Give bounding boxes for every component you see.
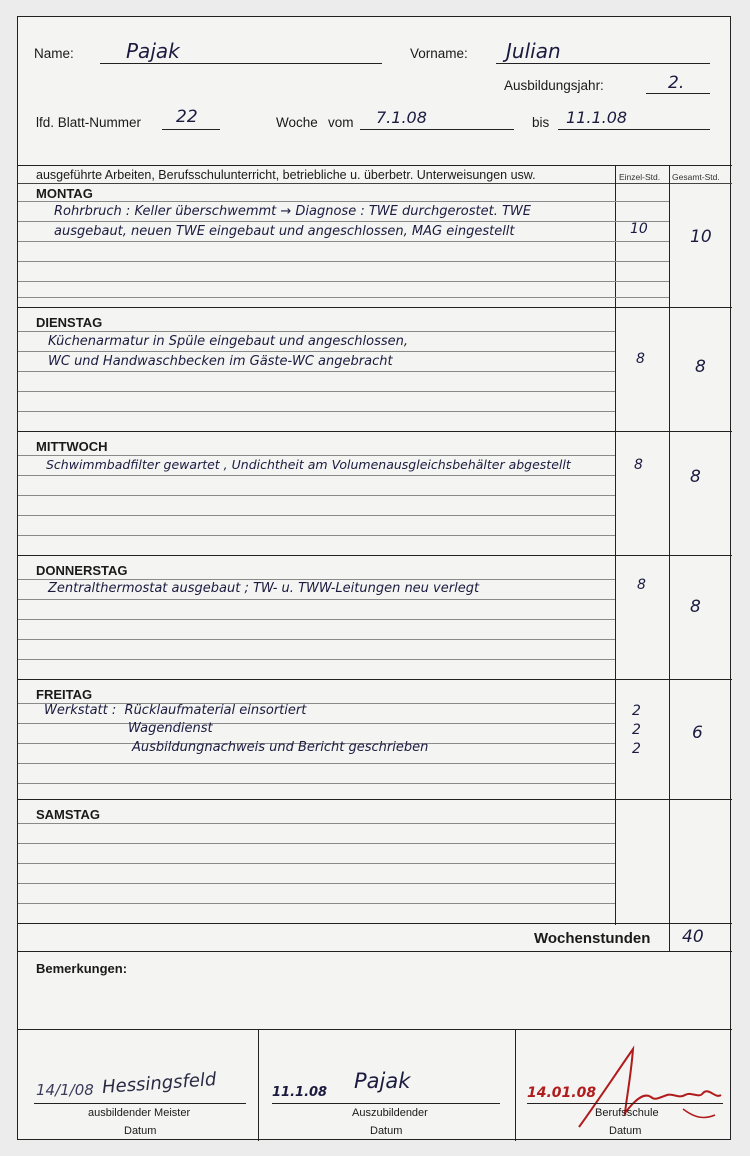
day-block-donnerstag (18, 555, 732, 679)
signature-handwriting: Hessingsfeld (101, 1069, 218, 1098)
day-block-samstag (18, 799, 732, 925)
activity-line: Schwimmbadfilter gewartet , Undichtheit am Volumenausgleichsbehälter abgestellt (46, 457, 571, 472)
bis-value: 11.1.08 (566, 108, 628, 127)
activities-header: ausgeführte Arbeiten, Berufsschulunterricht, betriebliche u. überbetr. Unterweisungen usw. (36, 168, 536, 182)
wochenstunden-separator (669, 925, 670, 951)
ausbildungsjahr-underline (646, 93, 710, 94)
day-name: SAMSTAG (36, 807, 101, 822)
report-sheet (17, 16, 731, 1140)
einzel-hours: 2 (632, 741, 641, 757)
wochenstunden-label: Wochenstunden (534, 930, 651, 947)
einzel-hours: 8 (634, 457, 643, 473)
signature-role: Berufsschule (595, 1107, 659, 1119)
bis-underline (558, 129, 710, 130)
vom-label: vom (328, 115, 354, 130)
gesamt-hours: 8 (690, 597, 701, 617)
blatt-value: 22 (176, 107, 198, 127)
activity-line: Ausbildungnachweis und Bericht geschrieben (132, 740, 429, 755)
signature-role: Auszubildender (352, 1107, 428, 1119)
einzel-hours: 10 (630, 221, 648, 237)
vorname-label: Vorname: (410, 46, 468, 61)
wochenstunden-value: 40 (682, 927, 704, 947)
signature-datum: Datum (370, 1125, 403, 1137)
day-name: MITTWOCH (36, 439, 108, 454)
vorname-underline (496, 63, 710, 64)
day-block-montag (18, 183, 732, 307)
day-name: MONTAG (36, 186, 93, 201)
einzel-hours: 8 (637, 577, 646, 593)
blatt-underline (162, 129, 220, 130)
signature-role: ausbildender Meister (88, 1107, 191, 1119)
name-label: Name: (34, 46, 74, 61)
activity-line: Rohrbruch : Keller überschwemmt → Diagnose : TWE durchgerostet. TWE (54, 204, 532, 219)
einzel-hours: 8 (636, 351, 645, 367)
days-table (18, 183, 732, 925)
woche-label: Woche (276, 115, 318, 130)
red-signature-scribble (575, 1035, 725, 1135)
day-block-freitag (18, 679, 732, 803)
gesamt-hours: 8 (695, 357, 706, 377)
signature-datum: Datum (124, 1125, 157, 1137)
bemerkungen-label: Bemerkungen: (36, 961, 128, 976)
signature-box-auszubildender (258, 1029, 515, 1141)
ausbildungsjahr-label: Ausbildungsjahr: (504, 78, 604, 93)
signature-date: 11.1.08 (272, 1085, 328, 1100)
vom-underline (360, 129, 514, 130)
vorname-value: Julian (506, 39, 561, 63)
table-top-border (18, 165, 732, 166)
gesamt-hours: 6 (692, 723, 703, 743)
signature-datum: Datum (609, 1125, 642, 1137)
activity-line: Werkstatt : Rücklaufmaterial einsortiert (44, 703, 307, 718)
einzel-hours: 2 (632, 722, 641, 738)
signature-date: 14.01.08 (527, 1085, 597, 1101)
signature-box-meister (18, 1029, 258, 1141)
vom-value: 7.1.08 (376, 108, 427, 127)
day-name: FREITAG (36, 687, 93, 702)
activity-line: Wagendienst (128, 721, 213, 736)
name-underline (100, 63, 382, 64)
day-name: DONNERSTAG (36, 563, 128, 578)
signature-date: 14/1/08 (36, 1081, 94, 1099)
wochenstunden-bottom-line (18, 951, 732, 952)
gesamt-hours: 10 (690, 227, 712, 247)
name-value: Pajak (126, 39, 180, 63)
einzel-header: Einzel-Std. (619, 172, 661, 182)
gesamt-hours: 8 (690, 467, 701, 487)
activity-line: WC und Handwaschbecken im Gäste-WC angebracht (48, 354, 393, 369)
bis-label: bis (532, 115, 550, 130)
signature-handwriting: Pajak (354, 1069, 411, 1093)
activity-line: ausgebaut, neuen TWE eingebaut und angeschlossen, MAG eingestellt (54, 224, 515, 239)
day-block-dienstag (18, 307, 732, 431)
blatt-label: lfd. Blatt-Nummer (36, 115, 142, 130)
einzel-hours: 2 (632, 703, 641, 719)
day-name: DIENSTAG (36, 315, 103, 330)
day-block-mittwoch (18, 431, 732, 555)
activity-line: Zentralthermostat ausgebaut ; TW- u. TWW-Leitungen neu verlegt (48, 581, 480, 596)
signature-box-berufsschule (515, 1029, 732, 1141)
gesamt-header: Gesamt-Std. (672, 172, 720, 182)
activity-line: Küchenarmatur in Spüle eingebaut und angeschlossen, (48, 334, 409, 349)
ausbildungsjahr-value: 2. (668, 73, 685, 93)
